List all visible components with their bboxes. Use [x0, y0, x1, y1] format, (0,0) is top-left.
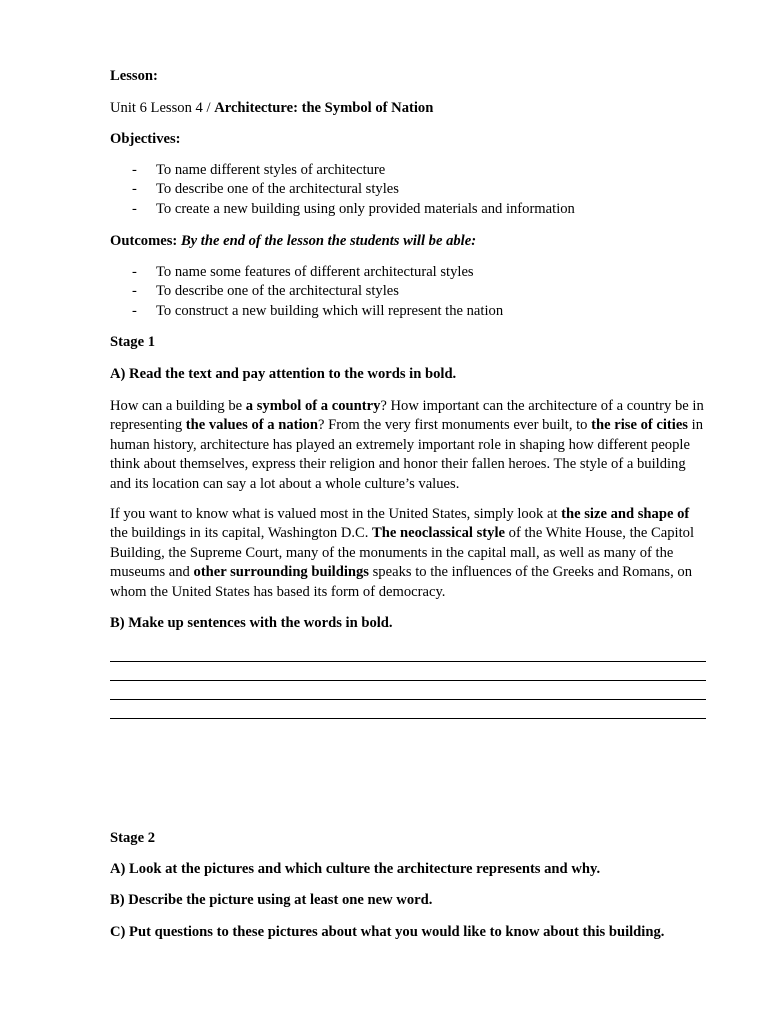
objective-text: To create a new building using only provided materials and information: [156, 200, 575, 217]
text-run: If you want to know what is valued most in the United States, simply look at: [110, 506, 562, 522]
lesson-label: Lesson:: [110, 68, 158, 84]
list-item: [110, 263, 710, 282]
objectives-heading: Objectives:: [110, 131, 181, 147]
stage2-task-a: A) Look at the pictures and which culture the architecture represents and why.: [110, 861, 601, 877]
outcomes-line: [110, 232, 710, 251]
bold-term: the rise of cities: [591, 417, 688, 434]
text-run: ? From the very first monuments ever built, to: [317, 417, 592, 434]
stage1-paragraph-1: [110, 397, 708, 494]
text-run: ? How important can the architecture of a country be in representing: [110, 398, 704, 434]
objective-text: To name different styles of architecture: [156, 162, 386, 178]
objective-text: To describe one of the architectural styles: [156, 181, 399, 198]
outcomes-lead: By the end of the lesson the students will be able:: [180, 233, 477, 249]
bold-term: The neoclassical style: [372, 525, 506, 542]
text-run: of the White House, the Capitol Building, the Supreme Court, many of the monuments in the capital mall, as well as many of the museums and: [110, 525, 695, 581]
stage2-task-b: B) Describe the picture using at least one new word.: [110, 892, 433, 908]
bullet-dash: -: [132, 181, 137, 198]
bold-term: the values of a nation: [185, 417, 318, 434]
unit-prefix: Unit 6 Lesson 4 /: [110, 100, 215, 116]
answer-line[interactable]: [110, 718, 706, 719]
text-run: speaks to the influences of the Greeks and Romans, on whom the United States has based its form of democracy.: [110, 564, 692, 600]
bold-term: other surrounding buildings: [193, 564, 369, 581]
stage1-task-b: B) Make up sentences with the words in bold.: [110, 615, 393, 631]
text-run: How can a building be: [110, 398, 246, 414]
stage1-paragraph-2: [110, 505, 710, 602]
text-run: the buildings in its capital, Washington D.C.: [110, 525, 373, 542]
outcomes-list: [110, 263, 710, 321]
list-item: [110, 200, 710, 219]
outcomes-heading: Outcomes:: [110, 233, 178, 249]
bullet-dash: -: [132, 162, 137, 178]
bold-term: a symbol of a country: [245, 398, 381, 414]
outcome-text: To construct a new building which will represent the nation: [156, 302, 504, 319]
text-run: in human history, architecture has played an extremely important role in shaping how different people think about themselves, express their religion and honor their fallen heroes. The style of a building and its location can say a lot about a whole culture’s values.: [110, 417, 703, 492]
stage1-heading: Stage 1: [110, 334, 155, 350]
outcome-text: To name some features of different architectural styles: [156, 264, 474, 280]
unit-line: [110, 99, 710, 118]
lesson-title: Architecture: the Symbol of Nation: [214, 100, 434, 116]
stage2-heading: Stage 2: [110, 830, 155, 846]
list-item: [110, 161, 710, 180]
list-item: [110, 282, 710, 301]
stage2-task-c: C) Put questions to these pictures about what you would like to know about this building.: [110, 924, 665, 940]
answer-line[interactable]: [110, 699, 706, 700]
bullet-dash: -: [132, 200, 137, 217]
objectives-list: [110, 161, 710, 219]
bullet-dash: -: [132, 264, 137, 280]
stage1-task-a: A) Read the text and pay attention to the words in bold.: [110, 366, 457, 382]
answer-line[interactable]: [110, 661, 706, 662]
outcome-text: To describe one of the architectural styles: [156, 283, 399, 300]
list-item: [110, 302, 710, 321]
bullet-dash: -: [132, 283, 137, 300]
bullet-dash: -: [132, 302, 137, 319]
bold-term: the size and shape of: [561, 506, 690, 522]
answer-line[interactable]: [110, 680, 706, 681]
list-item: [110, 180, 710, 199]
